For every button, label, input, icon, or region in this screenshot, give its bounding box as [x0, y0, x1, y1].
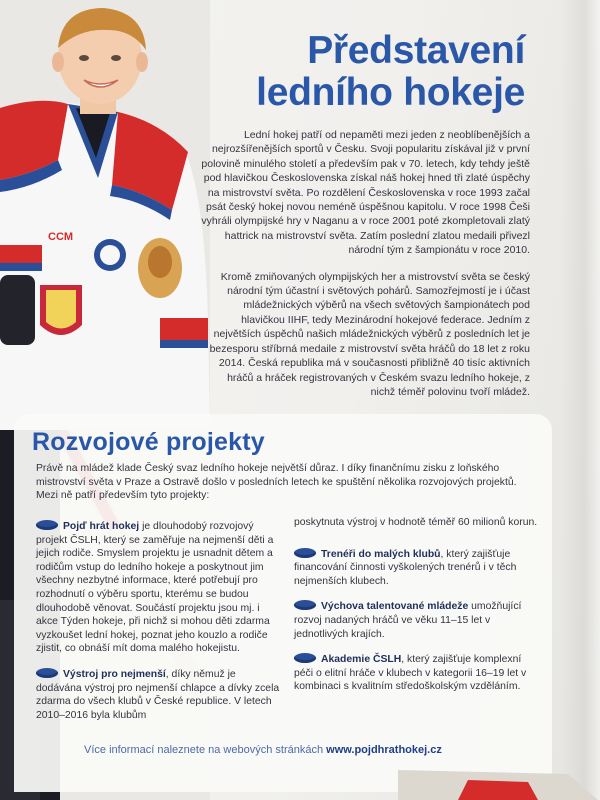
project-description: umožňující rozvoj nadaných hráčů ve věku 11–15 let v jednotlivých krajích.: [294, 601, 522, 640]
page-title: [205, 30, 525, 114]
list-item: [36, 668, 280, 722]
website-link[interactable]: www.pojdhrathokej.cz: [326, 744, 442, 756]
project-name: Výstroj pro nejmenší: [63, 668, 166, 680]
projects-column-left: [36, 520, 280, 734]
project-description: , díky němuž je dodávána výstroj pro nejmenší chlapce a dívky zcela zdarma do všech klubů v České republice. V letech 2010–2016 byla klubům: [36, 668, 280, 721]
development-projects-heading: Rozvojové projekty: [32, 428, 265, 456]
intro-paragraph-1: Lední hokej patří od nepaměti mezi jeden z neoblíbenějších a nejrozšířenějších sportů v Česku. Svoji popularitu získával již v první polovině minulého století a především pak v 70. letech, kdy tehdy ještě pod hlavičkou Československa získal náš hokej hned tři zlaté úspěchy na mistrovství světa. Po rozdělení Československa v roce 1993 začal psát český hokej novou neméně úspěšnou kapitolu. V roce 1998 Češi vyhráli olympijské hry v Naganu a v roce 2001 poté zkompletovali zlatý hattrick na mistrovství světa. Zatím poslední zlatou medaili přivezl národní tým z šampionátu v roce 2010.: [201, 129, 530, 257]
puck-bullet-icon: [294, 653, 316, 663]
project-description: je dlouhodobý rozvojový projekt ČSLH, který se zaměřuje na nejmenší děti a jejich rodiče. Smyslem projektu je usnadnit dětem a rodičům vstup do ledního hokeje a poskytnout jim všechny nezbytné informace, které potřebují pro rozhodnutí o výběru sportu, kterému se budou dlouhodobě věnovat. Součástí projektu jsou mj. i akce Týden hokeje, při nichž si mohou děti zdarma vyzkoušet lední hokej, poznat jeho kouzlo a rodiče zjistit, co obnáší mít doma malého hokejistu.: [36, 521, 274, 655]
intro-text: [200, 128, 530, 411]
list-item: [294, 600, 538, 641]
hockey-stick-blade-graphic: [398, 760, 598, 800]
svg-text:CCM: CCM: [48, 231, 74, 243]
project-description: , který zajišťuje financování činnosti vyškolených trenérů i v těch nejmenších klubech.: [294, 548, 517, 587]
footer-note: [84, 744, 442, 756]
puck-bullet-icon: [36, 668, 58, 678]
page-title-line-1: Představení: [307, 29, 525, 72]
intro-paragraph-2: Kromě zmiňovaných olympijských her a mistrovství světa se český národní tým účastní i světových pohárů. Samozřejmostí je i účast mládežnických výběrů na všech světových šampionátech pod hlavičkou IIHF, tedy Mezinárodní hokejové federace. Jedním z největších úspěchů našich mládežnických výběrů z posledních let je bezesporu stříbrná medaile z mistrovství světa hráčů do 18 let z roku 2014. Česká republika má v současnosti přibližně 40 tisíc aktivních hráčů a hráček registrovaných v Českém svazu ledního hokeje, z nichž téměř polovinu tvoří mládež.: [209, 270, 530, 398]
project-name: Výchova talentované mládeže: [321, 601, 469, 613]
project-name: Pojď hrát hokej: [63, 521, 140, 532]
list-item: [36, 520, 280, 656]
development-projects-lead: Právě na mládež klade Český svaz ledního hokeje největší důraz. I díky finančnímu zisku z loňského mistrovství světa v Praze a Ostravě došlo v posledních letech ke spuštění několika rozvojových projektů. Mezi ně patří především tyto projekty:: [36, 463, 517, 502]
puck-bullet-icon: [294, 600, 316, 610]
page-fold-shadow: [560, 0, 600, 800]
page-title-line-2: ledního hokeje: [256, 71, 525, 114]
list-item: [294, 653, 538, 694]
projects-column-right: [294, 516, 538, 706]
project-name: Akademie ČSLH: [321, 654, 402, 666]
project-description: , který zajišťuje komplexní péči o elitní hráče v klubech v kategorii 16–19 let v kombinaci s kvalitním středoškolským vzděláním.: [294, 654, 527, 693]
puck-bullet-icon: [36, 520, 58, 530]
puck-bullet-icon: [294, 548, 316, 558]
project-name: Trenéři do malých klubů: [321, 548, 441, 560]
project-description-continued: poskytnuta výstroj v hodnotě téměř 60 milionů korun.: [294, 517, 538, 528]
footer-text: Více informací naleznete na webových stránkách: [84, 744, 327, 756]
list-item: [294, 548, 538, 589]
